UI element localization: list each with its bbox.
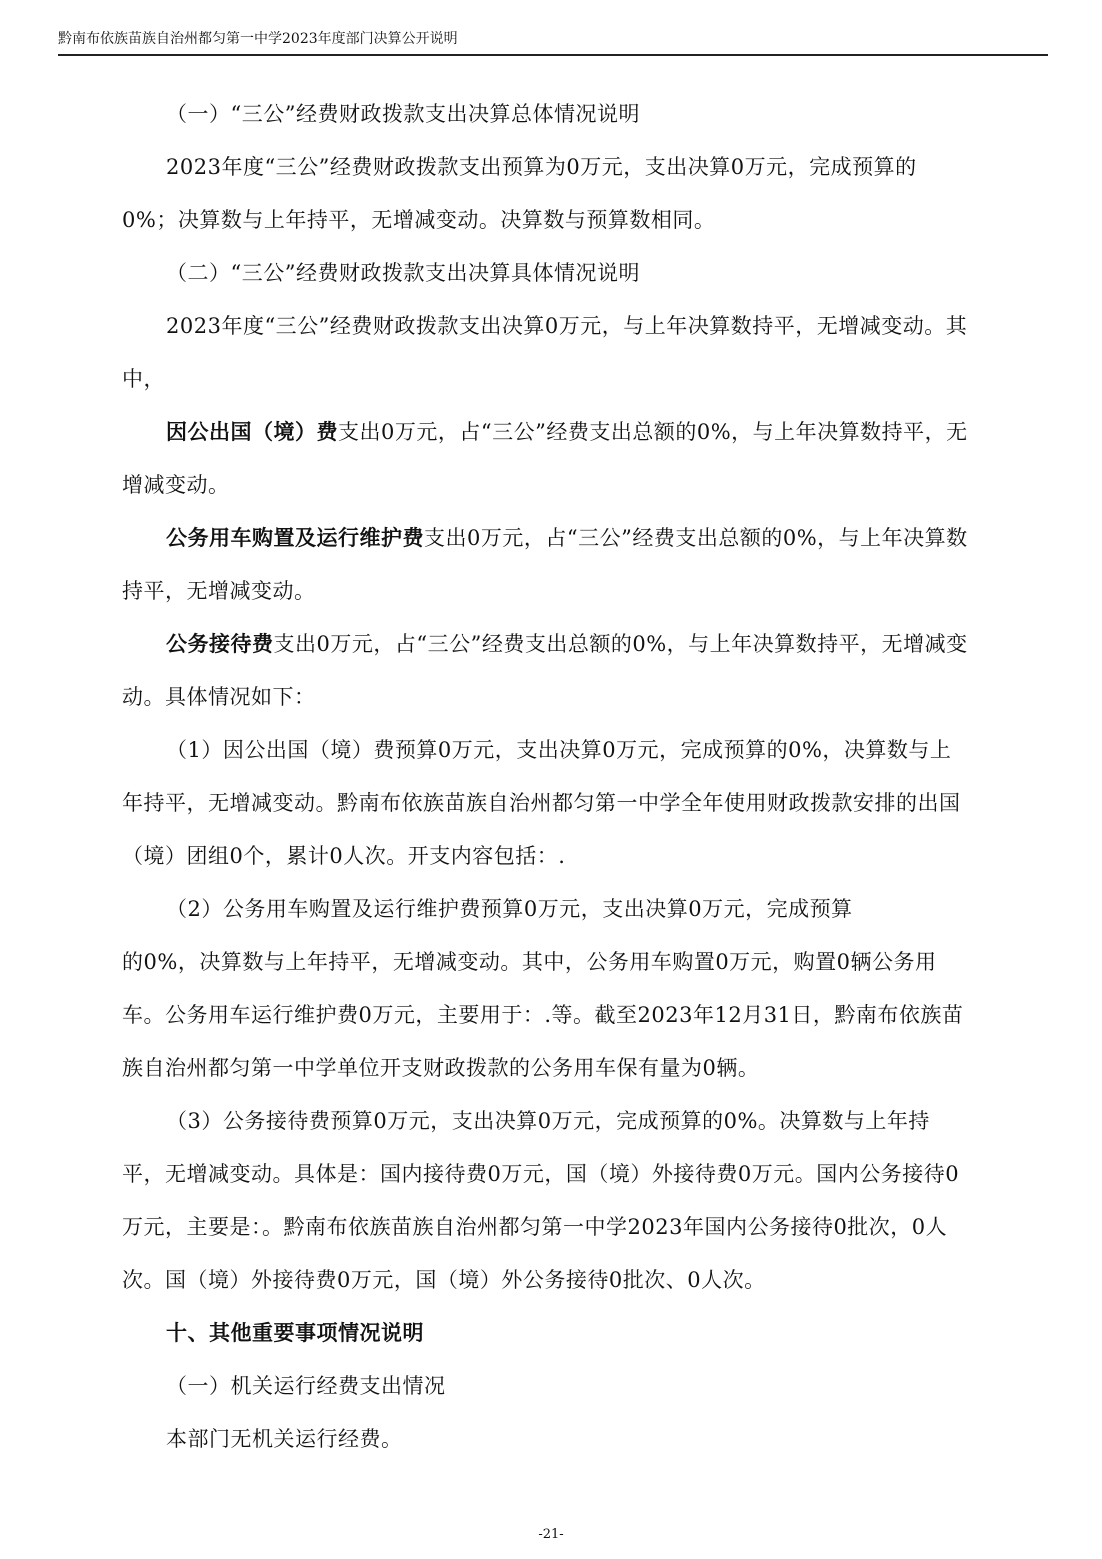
- detail-paragraph-2-continued: 的0%，决算数与上年持平，无增减变动。其中，公务用车购置0万元，购置0辆公务用车。公务用车运行维护费0万元，主要用于：.等。截至2023年12月31日，黔南布依族苗族自治州都匀第一中学单位开支财政拨款的公务用车保有量为0辆。: [122, 950, 964, 1080]
- section-heading-2: （二）“三公”经费财政拨款支出决算具体情况说明: [166, 261, 640, 285]
- paragraph-text: 支出0万元，占“三公”经费支出总额的0%，与上年决算数持平，无增减变动。: [122, 420, 968, 497]
- paragraph: 本部门无机关运行经费。: [166, 1427, 403, 1451]
- paragraph-item-travel: [122, 406, 972, 512]
- section-heading-1: （一）“三公”经费财政拨款支出决算总体情况说明: [166, 102, 640, 126]
- detail-paragraph-3: （3）公务接待费预算0万元，支出决算0万元，完成预算的0%。决算数与上年持平，无增减变动。具体是：国内接待费0万元，国（境）外接待费0万元。国内公务接待0万元，主要是：。黔南布依族苗族自治州都匀第一中学2023年国内公务接待0批次，0人次。国（境）外接待费0万元，国（境）外公务接待0批次、0人次。: [122, 1109, 960, 1292]
- page-number: -21-: [538, 1527, 564, 1542]
- document-body: [122, 88, 972, 1466]
- detail-paragraph-2: （2）公务用车购置及运行维护费预算0万元，支出决算0万元，完成预算: [166, 897, 853, 921]
- bold-term: 公务接待费: [166, 632, 274, 656]
- document-header: 黔南布依族苗族自治州都匀第一中学2023年度部门决算公开说明: [58, 30, 1048, 56]
- paragraph-item-reception: [122, 618, 972, 724]
- paragraph-text: 支出0万元，占“三公”经费支出总额的0%，与上年决算数持平，无增减变动。具体情况如下：: [122, 632, 968, 709]
- paragraph-item-vehicle: [122, 512, 972, 618]
- paragraph: 2023年度“三公”经费财政拨款支出预算为0万元，支出决算0万元，完成预算的0%；决算数与上年持平，无增减变动。决算数与预算数相同。: [122, 155, 917, 232]
- detail-paragraph-1: （1）因公出国（境）费预算0万元，支出决算0万元，完成预算的0%，决算数与上年持平，无增减变动。黔南布依族苗族自治州都匀第一中学全年使用财政拨款安排的出国（境）团组0个，累计0人次。开支内容包括：.: [122, 738, 961, 868]
- paragraph-text: 支出0万元，占“三公”经费支出总额的0%，与上年决算数持平，无增减变动。: [122, 526, 968, 603]
- section-heading-10: 十、其他重要事项情况说明: [166, 1321, 424, 1345]
- subsection-heading: （一）机关运行经费支出情况: [166, 1374, 446, 1398]
- paragraph: 2023年度“三公”经费财政拨款支出决算0万元，与上年决算数持平，无增减变动。其中，: [122, 314, 968, 391]
- bold-term: 公务用车购置及运行维护费: [166, 526, 424, 550]
- bold-term: 因公出国（境）费: [166, 420, 338, 444]
